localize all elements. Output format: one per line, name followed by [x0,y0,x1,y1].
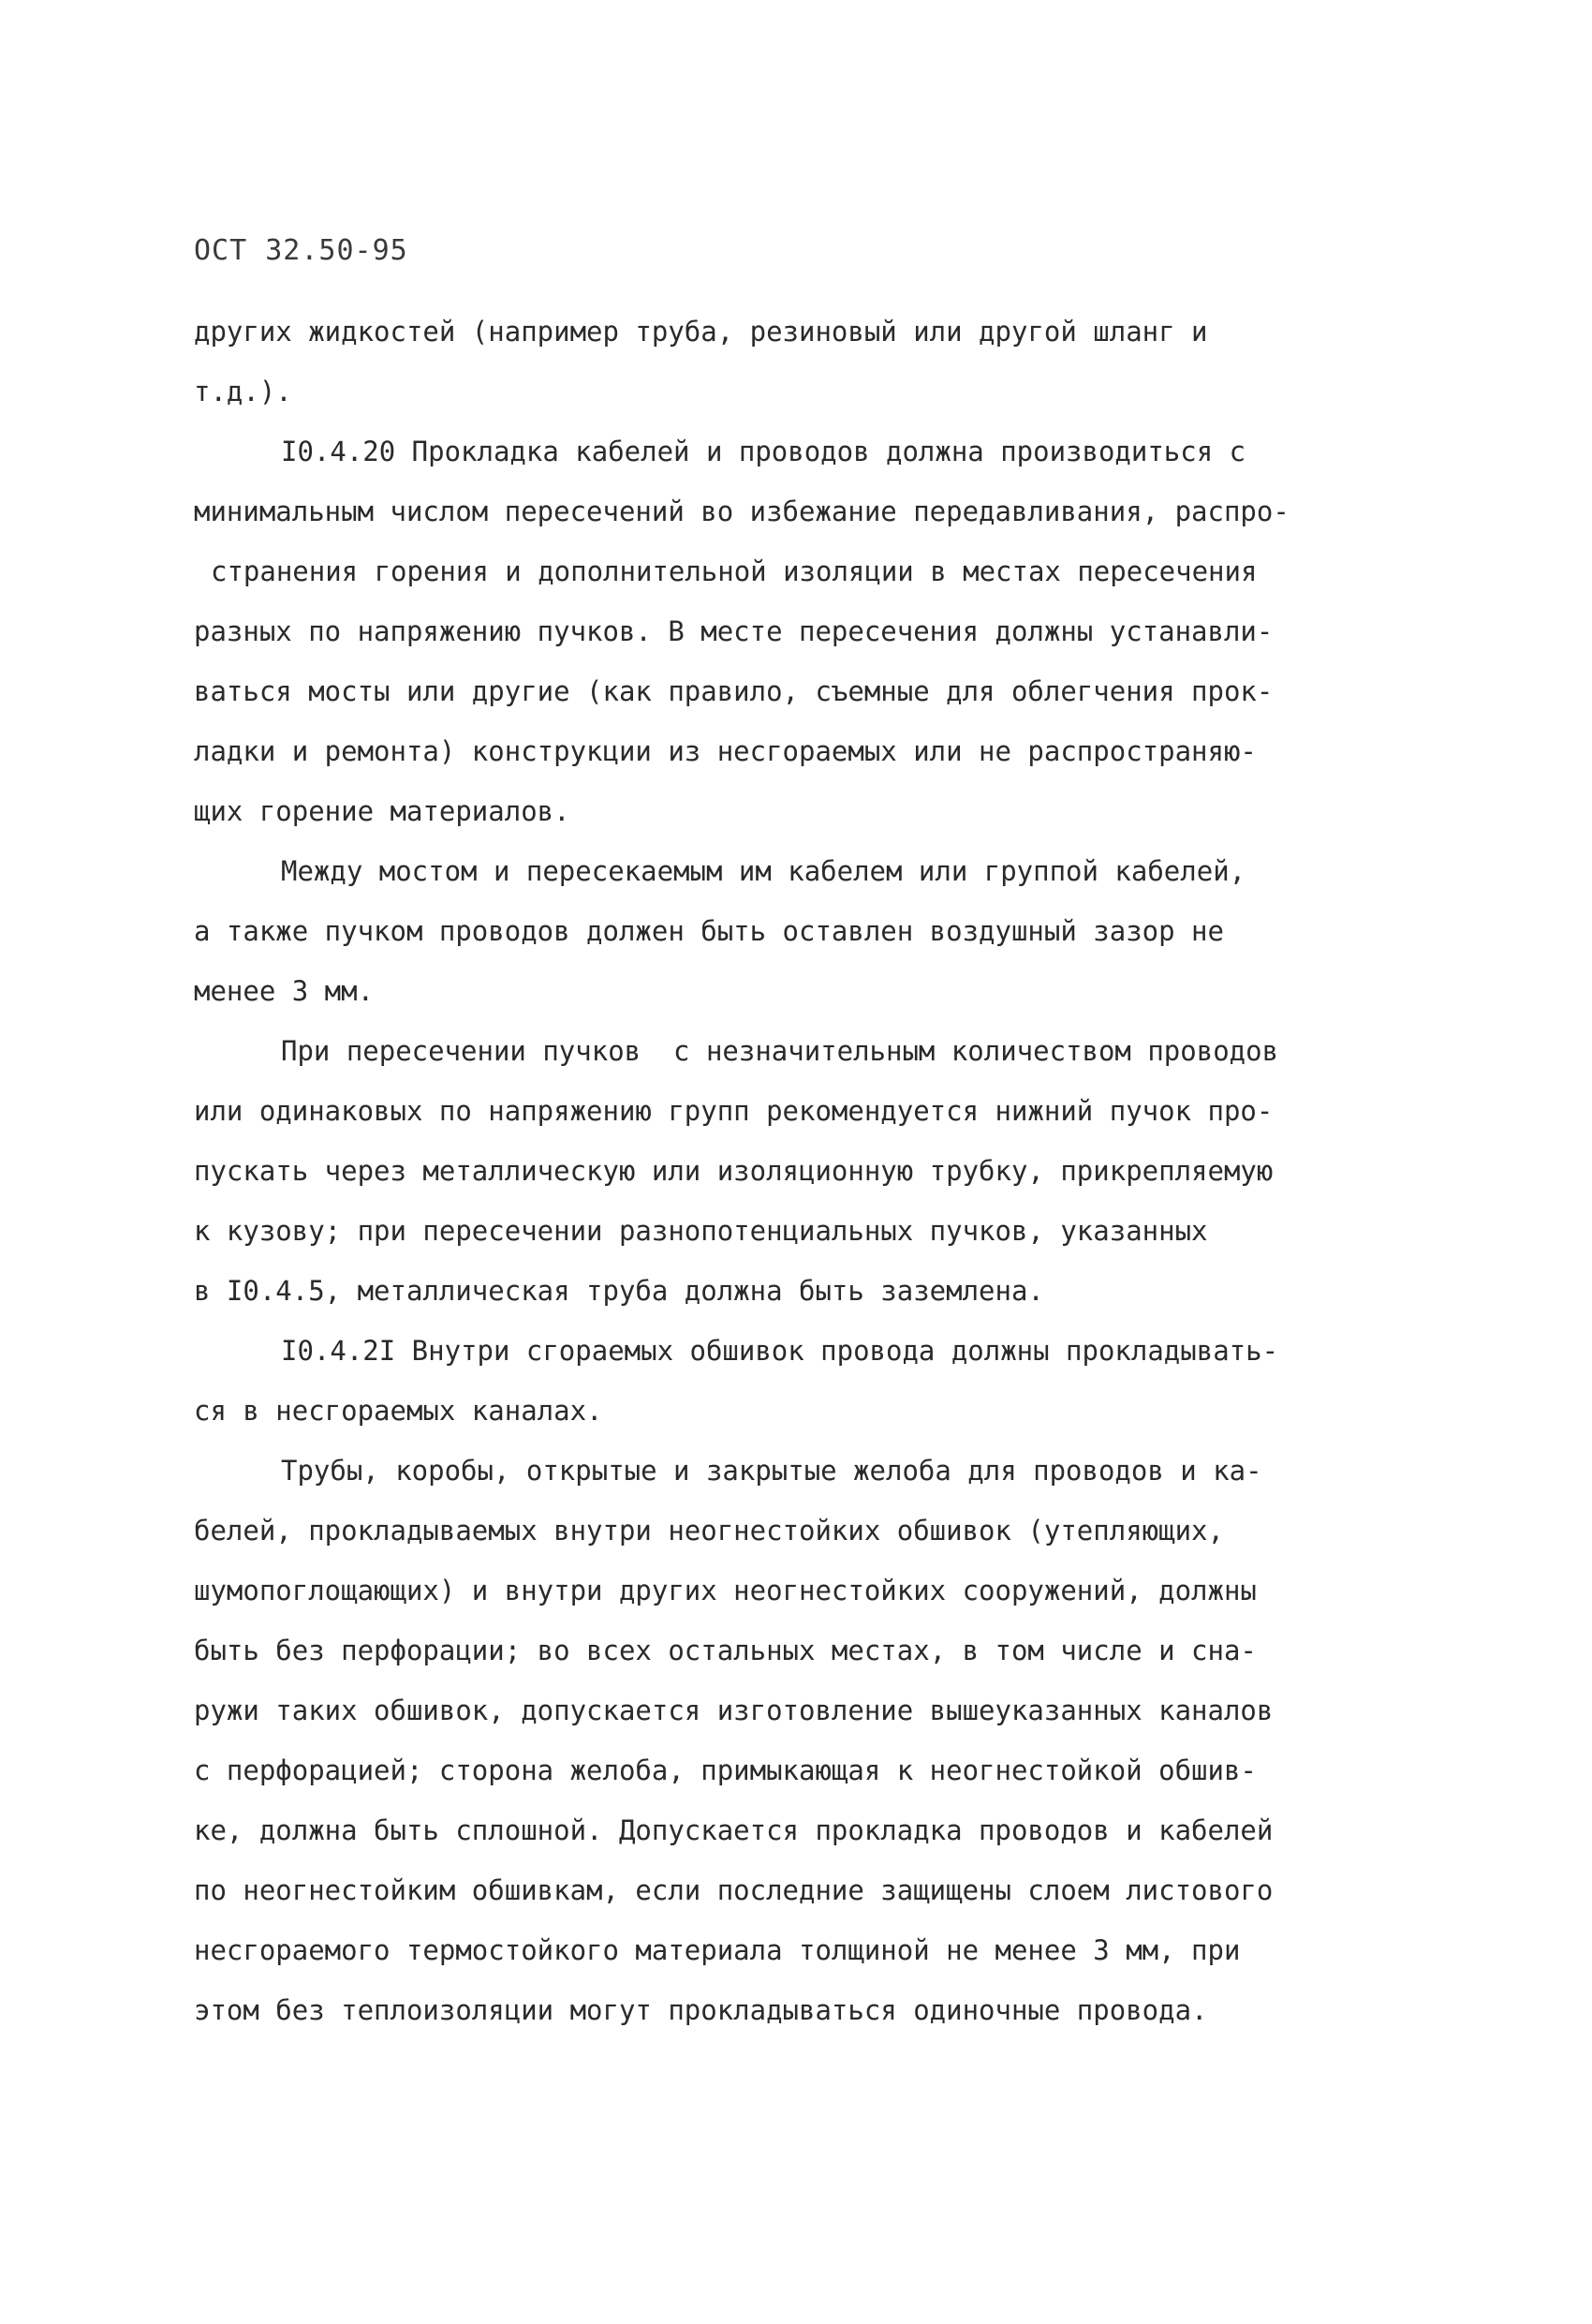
text-line: несгораемого термостойкого материала толщиной не менее 3 мм, при [194,1934,1241,1966]
text-line: ся в несгораемых каналах. [194,1395,603,1427]
text-line: щих горение материалов. [194,795,570,827]
text-line: ружи таких обшивок, допускается изготовление вышеуказанных каналов [194,1695,1274,1726]
document-body [194,302,1402,2040]
paragraph-start-line: При пересечении пучков с незначительным количеством проводов [281,1035,1279,1067]
text-line: к кузову; при пересечении разнопотенциальных пучков, указанных [194,1215,1208,1247]
document-code: ОСТ 32.50-95 [194,234,408,267]
text-line: шумопоглощающих) и внутри других неогнестойких сооружений, должны [194,1575,1257,1606]
text-line: менее 3 мм. [194,975,375,1007]
text-line: этом без теплоизоляции могут прокладываться одиночные провода. [194,1994,1208,2026]
text-line: ваться мосты или другие (как правило, съемные для облегчения прок- [194,675,1274,707]
text-line: быть без перфорации; во всех остальных местах, в том числе и сна- [194,1635,1257,1666]
section-10-4-21-line: I0.4.2I Внутри сгораемых обшивок провода должны прокладывать- [281,1335,1279,1367]
text-line: пускать через металлическую или изоляционную трубку, прикрепляемую [194,1155,1274,1187]
text-line: ке, должна быть сплошной. Допускается прокладка проводов и кабелей [194,1814,1274,1846]
text-line: с перфорацией; сторона желоба, примыкающая к неогнестойкой обшив- [194,1754,1257,1786]
section-10-4-20-line: I0.4.20 Прокладка кабелей и проводов должна производиться с [281,436,1246,467]
paragraph-start-line: Трубы, коробы, открытые и закрытые желоба для проводов и ка- [281,1455,1262,1487]
text-line: разных по напряжению пучков. В месте пересечения должны устанавли- [194,615,1274,647]
text-line: а также пучком проводов должен быть оставлен воздушный зазор не [194,915,1224,947]
text-line: минимальным числом пересечений во избежание передавливания, распро- [194,496,1290,527]
text-line: странения горения и дополнительной изоляции в местах пересечения [211,555,1258,587]
text-line: т.д.). [194,376,292,407]
text-line: белей, прокладываемых внутри неогнестойких обшивок (утепляющих, [194,1515,1224,1547]
text-line: по неогнестойким обшивкам, если последние защищены слоем листового [194,1874,1274,1906]
paragraph-start-line: Между мостом и пересекаемым им кабелем или группой кабелей, [281,855,1246,887]
text-line: в I0.4.5, металлическая труба должна быть заземлена. [194,1275,1044,1307]
text-line: или одинаковых по напряжению групп рекомендуется нижний пучок про- [194,1095,1274,1127]
text-line: ладки и ремонта) конструкции из несгораемых или не распространяю- [194,735,1257,767]
text-line: других жидкостей (например труба, резиновый или другой шланг и [194,316,1208,348]
